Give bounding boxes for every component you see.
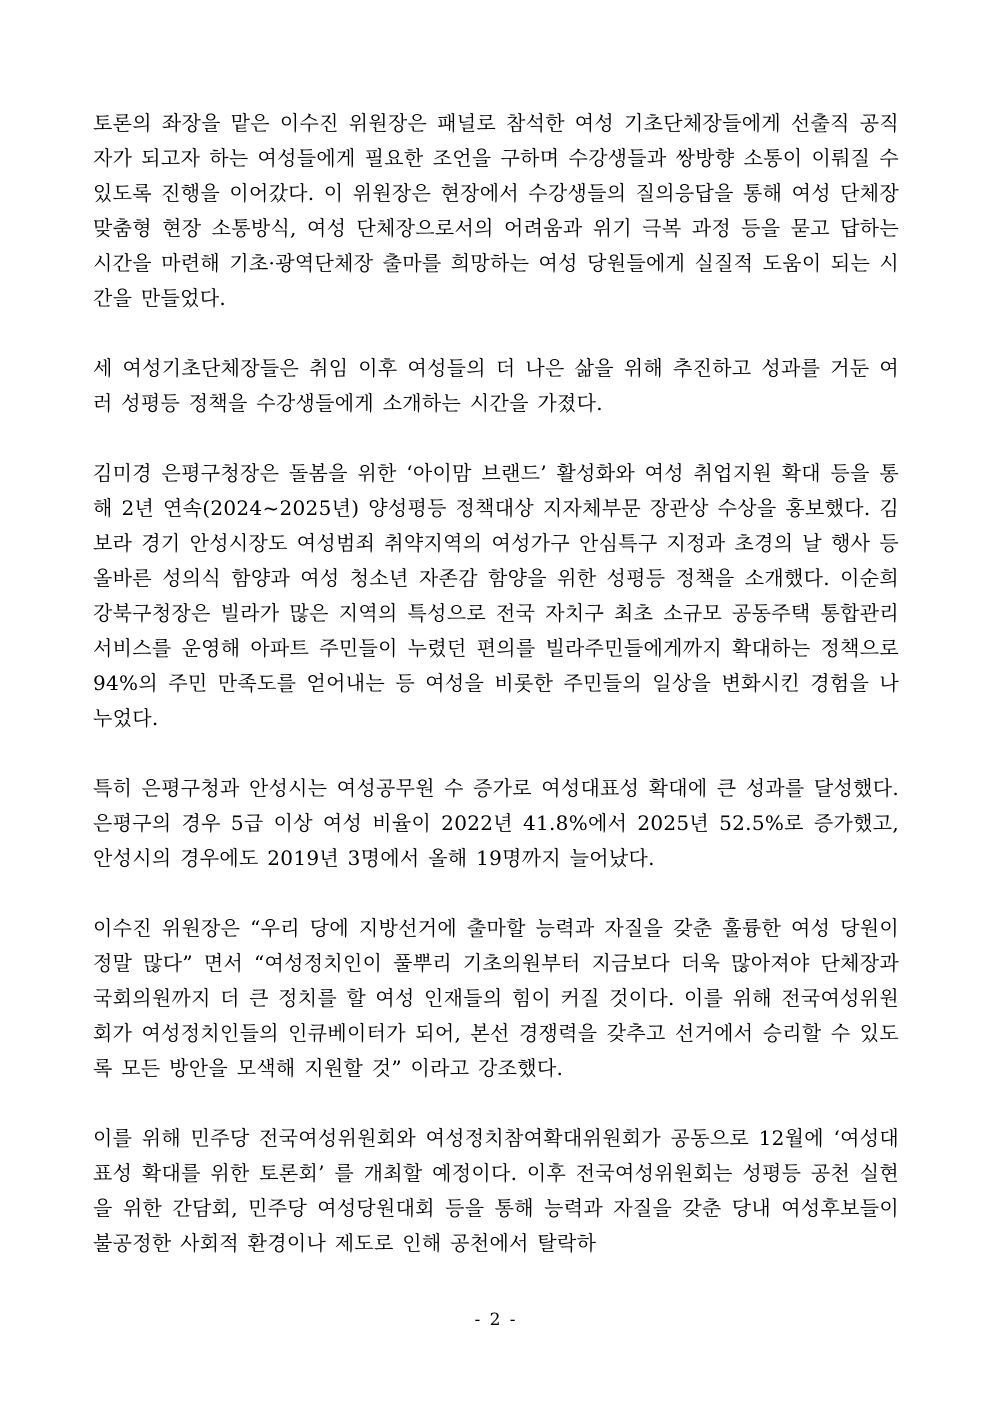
page-number-footer: - 2 - — [474, 1310, 518, 1330]
body-paragraph-1: 토론의 좌장을 맡은 이수진 위원장은 패널로 참석한 여성 기초단체장들에게 선출직 공직자가 되고자 하는 여성들에게 필요한 조언을 구하며 수강생들과 쌍방향 소통이 이뤄질 수 있도록 진행을 이어갔다. 이 위원장은 현장에서 수강생들의 질의응답을 통해 여성 단체장 맞춤형 현장 소통방식, 여성 단체장으로서의 어려움과 위기 극복 과정 등을 묻고 답하는 시간을 마련해 기초·광역단체장 출마를 희망하는 여성 당원들에게 실질적 도움이 되는 시간을 만들었다. — [93, 111, 899, 310]
body-paragraph-4: 특히 은평구청과 안성시는 여성공무원 수 증가로 여성대표성 확대에 큰 성과를 달성했다. 은평구의 경우 5급 이상 여성 비율이 2022년 41.8%에서 2025년 52.5%로 증가했고, 안성시의 경우에도 2019년 3명에서 올해 19명까지 늘어났다. — [93, 776, 899, 870]
body-paragraph-2: 세 여성기초단체장들은 취임 이후 여성들의 더 나은 삶을 위해 추진하고 성과를 거둔 여러 성평등 정책을 수강생들에게 소개하는 시간을 가졌다. — [93, 356, 899, 415]
document-body — [93, 106, 899, 1261]
body-paragraph-6: 이를 위해 민주당 전국여성위원회와 여성정치참여확대위원회가 공동으로 12월에 ‘여성대표성 확대를 위한 토론회’ 를 개최할 예정이다. 이후 전국여성위원회는 성평등 공천 실현을 위한 간담회, 민주당 여성당원대회 등을 통해 능력과 자질을 갖춘 당내 여성후보들이 불공정한 사회적 환경이나 제도로 인해 공천에서 탈락하 — [93, 1126, 899, 1255]
body-paragraph-3: 김미경 은평구청장은 돌봄을 위한 ‘아이맘 브랜드’ 활성화와 여성 취업지원 확대 등을 통해 2년 연속(2024~2025년) 양성평등 정책대상 지자체부문 장관상 수상을 홍보했다. 김보라 경기 안성시장도 여성범죄 취약지역의 여성가구 안심특구 지정과 초경의 날 행사 등 올바른 성의식 함양과 여성 청소년 자존감 함양을 위한 성평등 정책을 소개했다. 이순희 강북구청장은 빌라가 많은 지역의 특성으로 전국 자치구 최초 소규모 공동주택 통합관리 서비스를 운영해 아파트 주민들이 누렸던 편의를 빌라주민들에게까지 확대하는 정책으로 94%의 주민 만족도를 얻어내는 등 여성을 비롯한 주민들의 일상을 변화시킨 경험을 나누었다. — [93, 461, 899, 730]
body-paragraph-5: 이수진 위원장은 “우리 당에 지방선거에 출마할 능력과 자질을 갖춘 훌륭한 여성 당원이 정말 많다” 면서 “여성정치인이 풀뿌리 기초의원부터 지금보다 더욱 많아져야 단체장과 국회의원까지 더 큰 정치를 할 여성 인재들의 힘이 커질 것이다. 이를 위해 전국여성위원회가 여성정치인들의 인큐베이터가 되어, 본선 경쟁력을 갖추고 선거에서 승리할 수 있도록 모든 방안을 모색해 지원할 것” 이라고 강조했다. — [93, 916, 899, 1080]
